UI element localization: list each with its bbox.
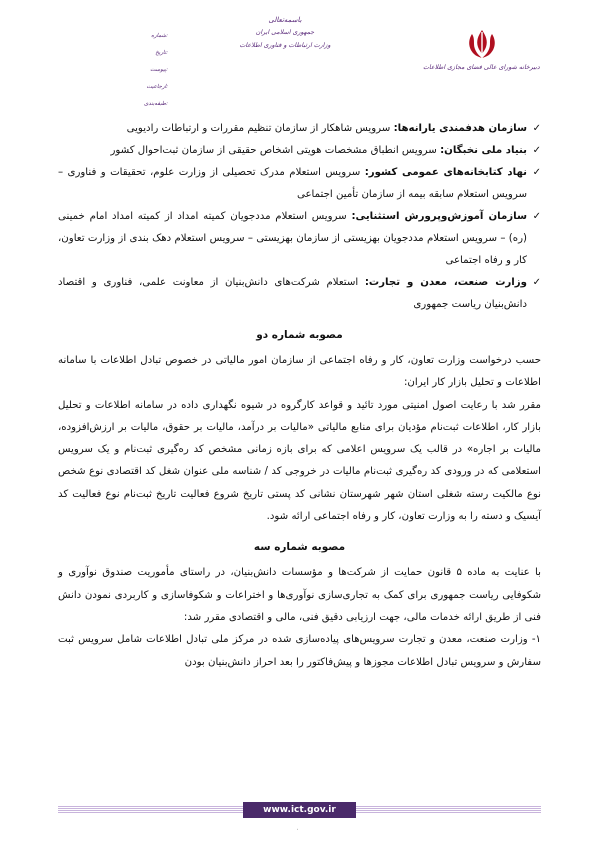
list-item [58,206,541,272]
bullet-text: سرویس استعلام مددجویان کمیته امداد از کمیته امداد امام خمینی (ره) – سرویس استعلام مددجویان بهزیستی از سازمان بهزیستی – سرویس استعلام دهک بندی از وزارت تعاون، کار و رفاه اجتماعی [58,211,527,266]
meta-number-label: شماره: [151,33,168,39]
checkmark-icon: ✓ [532,145,541,156]
country-name: جمهوری اسلامی ایران [255,29,315,36]
bullet-org-name: بنیاد ملی نخبگان: [440,145,527,156]
meta-classification-label: طبقه‌بندی: [143,101,168,107]
list-item [58,140,541,162]
paragraph: با عنایت به ماده ۵ قانون حمایت از شرکت‌ها و مؤسسات دانش‌بنیان، در راستای مأموریت صندوق نوآوری و شکوفایی ریاست جمهوری برای کمک به تجاری‌سازی نوآوری‌ها و اختراعات و شکوفاسازی و کاربردی نمودن دانش فنی از طریق ارائه خدمات مالی، جهت ارزیابی دقیق فنی، مالی و اقتصادی مقرر شد: [58,567,541,623]
bullet-org-name: سازمان آموزش‌وپرورش استثنایی: [351,211,528,222]
bullet-text: سرویس استعلام مدرک تحصیلی از وزارت علوم، تحقیقات و فناوری – سرویس استعلام سابقه بیمه از سازمان تأمین اجتماعی [58,167,527,200]
footer-bar [58,802,541,818]
letterhead-center [200,14,370,52]
bullet-org-name: وزارت صنعت، معدن و تجارت: [364,277,527,288]
checkmark-icon: ✓ [532,167,541,178]
footer-url: www.ict.gov.ir [243,802,356,818]
ministry-name: وزارت ارتباطات و فناوری اطلاعات [239,42,331,49]
list-item [58,272,541,316]
document-body [58,118,541,674]
meta-attachment-label: پیوست: [150,67,168,73]
bullet-text: سرویس شاهکار از سازمان تنظیم مقررات و ارتباطات رادیویی [126,123,394,134]
page-number: ۰ [296,826,300,833]
bullet-org-name: نهاد کتابخانه‌های عمومی کشور: [364,167,527,178]
organization-name: دبیرخانه شورای عالی فضای مجازی اطلاعات [423,64,540,71]
checkmark-icon: ✓ [532,277,541,288]
meta-reference-label: ارجاعیت: [146,84,168,90]
letterhead [0,0,595,107]
section-heading: مصوبه شماره سه [253,541,346,554]
paragraph: مقرر شد با رعایت اصول امنیتی مورد تائید و قواعد کارگروه در شیوه نگهداری داده در سامانه اطلاعات و تحلیل بازار کار، اطلاعات ثبت‌نام مؤدیان برای منابع مالیاتی «مالیات بر درآمد، مالیات بر حقوق، مالیات بر ارزش‌افزوده، مالیات بر اجاره» در قالب یک سرویس اعلامی که برای بازه زمانی مشخص کد ره‌گیری ثبت‌نام و یک سرویس استعلامی که در ورودی کد ره‌گیری ثبت‌نام مالیات در خروجی کد / شناسه ملی عنوان شغل کد اقتصادی نوع شخص نوع مالکیت رسته شغلی استان شهر شهرستان نشانی کد پستی تاریخ شروع فعالیت تاریخ ثبت‌نام نوع فعالیت کد آیسیک و دسته را به وزارت تعاون، کار و رفاه اجتماعی ارائه شود. [58,399,541,523]
checkmark-icon: ✓ [532,123,541,134]
iran-emblem-logo [465,28,499,60]
bullet-text: استعلام شرکت‌های دانش‌بنیان از معاونت علمی، فناوری و اقتصاد دانش‌بنیان ریاست جمهوری [58,277,527,310]
meta-date-label: تاریخ: [155,50,168,56]
bullet-text: سرویس انطباق مشخصات هویتی اشخاص حقیقی از سازمان ثبت‌احوال کشور [110,145,441,156]
checkmark-icon: ✓ [532,211,541,222]
letter-meta [128,28,168,113]
list-item [58,118,541,140]
bullet-org-name: سازمان هدفمندی یارانه‌ها: [393,123,527,134]
paragraph: حسب درخواست وزارت تعاون، کار و رفاه اجتماعی از سازمان امور مالیاتی در خصوص تبادل اطلاعات با سامانه اطلاعات و تحلیل بازار کار ایران: [58,355,541,389]
bismillah: باسمه‌تعالی [268,16,302,24]
section-heading: مصوبه شماره دو [256,329,343,341]
list-item [58,162,541,206]
paragraph: ۱- وزارت صنعت، معدن و تجارت سرویس‌های پیاده‌سازی شده در مرکز ملی تبادل اطلاعات شامل سرویس ثبت سفارش و سرویس تبادل اطلاعات مجوزها و پیش‌فاکتور را بعد احراز دانش‌بنیان بودن [58,634,541,668]
